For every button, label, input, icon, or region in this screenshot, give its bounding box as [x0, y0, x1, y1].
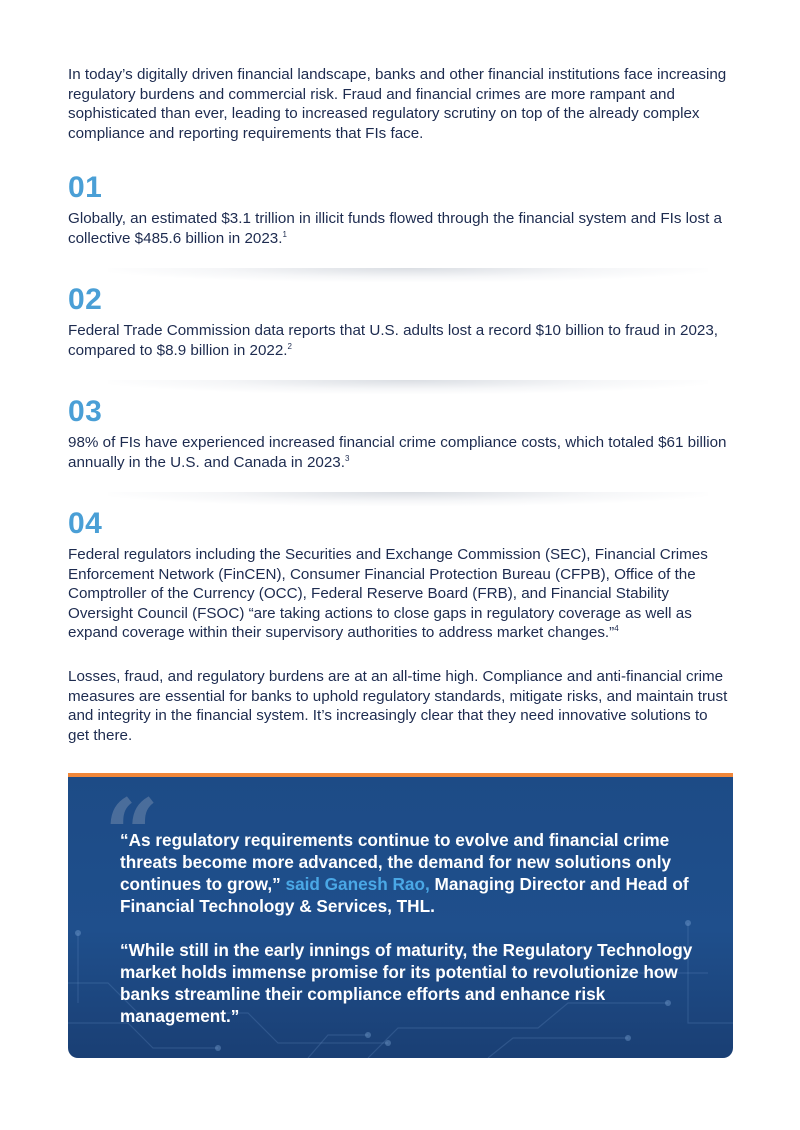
quote-text: [120, 829, 710, 1027]
stat-block-02: [68, 283, 736, 360]
divider: [108, 268, 708, 282]
divider: [108, 380, 708, 394]
intro-paragraph: In today’s digitally driven financial landscape, banks and other financial institutions face increasing regulatory burdens and commercial risk. Fraud and financial crimes are more rampant and sophisticated than ever, leading to increased regulatory scrutiny on top of the already complex compliance and reporting requirements that FIs face.: [68, 66, 727, 142]
speaker-name: said Ganesh Rao,: [285, 874, 430, 894]
stat-text: 98% of FIs have experienced increased financial crime compliance costs, which totaled $61 billion annually in the U.S. and Canada in 2023.$^3$: [68, 434, 727, 471]
quote-callout: [68, 773, 733, 1058]
stat-number: 03: [68, 395, 103, 428]
footnote-marker: 3: [344, 453, 350, 463]
stat-text: Federal regulators including the Securities and Exchange Commission (SEC), Financial Crimes Enforcement Network (FinCEN), Consumer Financial Protection Bureau (CFPB), Office of the Comptroller of the Currency (OCC), Federal Reserve Board (FRB), and Financial Stability Oversight Council (FSOC) “are taking actions to close gaps in regulatory coverage as well as expand coverage within their supervisory authorities to address market changes.”$^4$: [68, 546, 708, 641]
quote-paragraph-1: “As regulatory requirements continue to evolve and financial crime threats become more advanced, the demand for new solutions only continues to grow,” said Ganesh Rao, Managing Director and Head of Financial Technology & Services, THL.: [120, 830, 689, 916]
stat-number: 04: [68, 507, 103, 540]
stat-text: Federal Trade Commission data reports that U.S. adults lost a record $10 billion to fraud in 2023, compared to $8.9 billion in 2022.$^2$: [68, 322, 719, 359]
stat-number: 01: [68, 171, 103, 204]
quote-mark-icon: “: [104, 778, 160, 891]
footnote-marker: 1: [282, 229, 287, 239]
stat-text: Globally, an estimated $3.1 trillion in illicit funds flowed through the financial system and FIs lost a collective $485.6 billion in 2023.$^1$: [68, 210, 722, 247]
stat-block-01: [68, 171, 736, 248]
stat-number: 02: [68, 283, 103, 316]
footnote-marker: 2: [287, 341, 292, 351]
stat-block-04: [68, 507, 736, 643]
divider: [108, 492, 708, 506]
closing-paragraph: Losses, fraud, and regulatory burdens are at an all-time high. Compliance and anti-financial crime measures are essential for banks to uphold regulatory standards, mitigate risks, and maintain trust and integrity in the financial system. It’s increasingly clear that they need innovative solutions to get there.: [68, 668, 728, 744]
quote-paragraph-2: “While still in the early innings of maturity, the Regulatory Technology market holds immense promise for its potential to revolutionize how banks streamline their compliance efforts and enhance risk management.”: [120, 940, 693, 1026]
footnote-marker: 4: [614, 624, 619, 633]
stat-block-03: [68, 395, 736, 472]
